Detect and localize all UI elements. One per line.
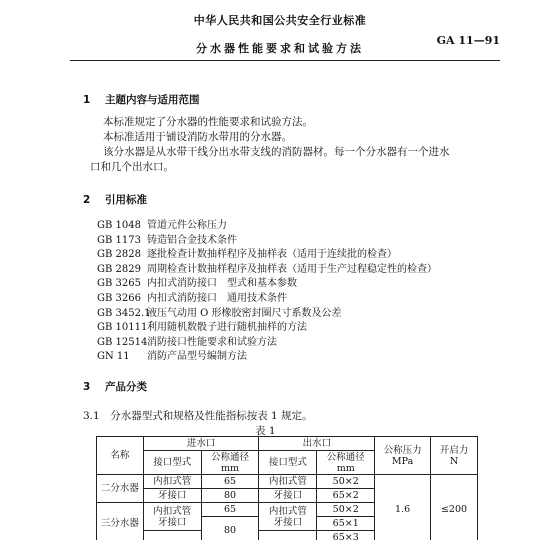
reference-title: 周期检查计数抽样程序及抽样表（适用于生产过程稳定性的检查）	[147, 263, 437, 275]
outlet-bore: 50×2	[317, 503, 375, 517]
reference-item	[97, 318, 437, 333]
header-inlet-bore-label: 公称通径	[211, 451, 250, 463]
section-title: 引用标准	[105, 194, 147, 206]
inlet-bore: 65	[201, 503, 259, 517]
section-2-heading	[83, 192, 147, 207]
header-outlet-bore	[317, 451, 375, 475]
inlet-bore: 80	[201, 517, 259, 540]
reference-code: GN 11	[97, 351, 130, 363]
reference-title: 管道元件公称压力	[147, 220, 227, 231]
section-number: 2	[83, 194, 91, 206]
reference-code: GB 2829	[97, 263, 141, 275]
force-value: ≤200	[431, 475, 478, 540]
inlet-type	[143, 503, 201, 531]
header-inlet-bore-unit: mm	[221, 462, 240, 474]
header-force-label: 开启力	[439, 444, 469, 456]
outlet-type	[259, 503, 317, 531]
reference-item	[97, 274, 437, 289]
reference-code: GB 3265	[97, 278, 141, 290]
reference-list	[97, 216, 437, 362]
header-force	[431, 437, 478, 475]
scope-paragraph-3: 该分水器是从水带干线分出水带支线的消防器材。每一个分水器有一个进水	[103, 146, 450, 158]
inlet-type: 内扣式管	[143, 475, 201, 489]
inlet-bore: 80	[201, 489, 259, 503]
table-caption: 表 1	[255, 425, 276, 437]
inlet-type: 牙接口	[143, 489, 201, 503]
section-3-heading	[83, 379, 147, 394]
header-pressure	[375, 437, 431, 475]
reference-title: 内扣式消防接口 通用技术条件	[147, 292, 287, 304]
outlet-type-line-1: 内扣式管	[268, 505, 307, 517]
inlet-bore: 65	[201, 475, 259, 489]
reference-item	[97, 289, 437, 304]
reference-item	[97, 231, 437, 246]
section-number: 3	[83, 381, 91, 393]
outlet-bore: 65×1	[317, 517, 375, 531]
outlet-type: 牙接口	[259, 489, 317, 503]
pressure-value: 1.6	[375, 475, 431, 540]
header-inlet-type: 接口型式	[143, 451, 201, 475]
reference-code: GB 3452.1	[97, 307, 151, 319]
table-header-row	[97, 437, 478, 451]
scope-paragraph-3-cont: 口和几个出水口。	[90, 161, 174, 173]
header-inlet: 进水口	[143, 437, 259, 451]
header-pressure-unit: MPa	[391, 455, 414, 467]
row-name: 二分水器	[97, 475, 144, 503]
row-name: 三分水器	[97, 503, 144, 540]
outlet-type: 内扣式管	[259, 475, 317, 489]
reference-code: GB 2828	[97, 249, 141, 261]
scope-paragraph-2: 本标准适用于铺设消防水带用的分水器。	[103, 131, 292, 143]
section-1-heading	[83, 92, 200, 107]
reference-title: 消防产品型号编制方法	[147, 351, 247, 363]
reference-code: GB 1048	[97, 220, 141, 231]
outlet-bore: 65×2	[317, 489, 375, 503]
outlet-bore: 65×3	[317, 531, 375, 540]
reference-code: GB 12514	[97, 336, 148, 348]
header-rule	[70, 60, 500, 61]
reference-item	[97, 245, 437, 260]
inlet-type-line-2: 牙接口	[157, 516, 187, 528]
reference-title: 逐批检查计数抽样程序及抽样表（适用于连续批的检查）	[147, 249, 397, 261]
scope-paragraph-1: 本标准规定了分水器的性能要求和试验方法。	[103, 116, 313, 128]
outlet-type-empty	[259, 531, 317, 540]
inlet-type-empty	[143, 531, 201, 540]
reference-code: GB 3266	[97, 292, 141, 304]
section-title: 产品分类	[105, 381, 147, 393]
header-outlet-type: 接口型式	[259, 451, 317, 475]
reference-item	[97, 216, 437, 231]
reference-code: GB 1173	[97, 234, 141, 246]
header-force-unit: N	[449, 455, 459, 467]
reference-item	[97, 260, 437, 275]
outlet-type-line-2: 牙接口	[273, 516, 303, 528]
inlet-type-line-1: 内扣式管	[153, 505, 192, 517]
reference-title: 铸造铝合金技术条件	[147, 234, 237, 246]
table-row	[97, 475, 478, 489]
document-title: 分水器性能要求和试验方法	[196, 42, 364, 55]
reference-code: GB 10111	[97, 322, 148, 334]
reference-title: 液压气动用 O 形橡胶密封圈尺寸系数及公差	[147, 307, 342, 319]
reference-item	[97, 304, 437, 319]
reference-title: 内扣式消防接口 型式和基本参数	[147, 278, 297, 290]
header-inlet-bore	[201, 451, 259, 475]
reference-item	[97, 333, 437, 348]
reference-title: 消防接口性能要求和试验方法	[147, 336, 277, 348]
outlet-bore: 50×2	[317, 475, 375, 489]
reference-title: 利用随机数骰子进行随机抽样的方法	[147, 322, 307, 334]
reference-item	[97, 347, 437, 362]
header-outlet: 出水口	[259, 437, 375, 451]
header-pressure-label: 公称压力	[383, 444, 422, 456]
header-outlet-bore-label: 公称通径	[326, 451, 365, 463]
specification-table	[96, 436, 478, 540]
standard-code: GA 11—91	[436, 34, 500, 47]
section-title: 主题内容与适用范围	[105, 94, 200, 106]
header-outlet-bore-unit: mm	[336, 462, 355, 474]
header-name: 名称	[97, 437, 144, 475]
clause-3-1: 3.1 分水器型式和规格及性能指标按表 1 规定。	[83, 410, 313, 422]
standard-category-title: 中华人民共和国公共安全行业标准	[193, 14, 367, 27]
section-number: 1	[83, 94, 91, 106]
